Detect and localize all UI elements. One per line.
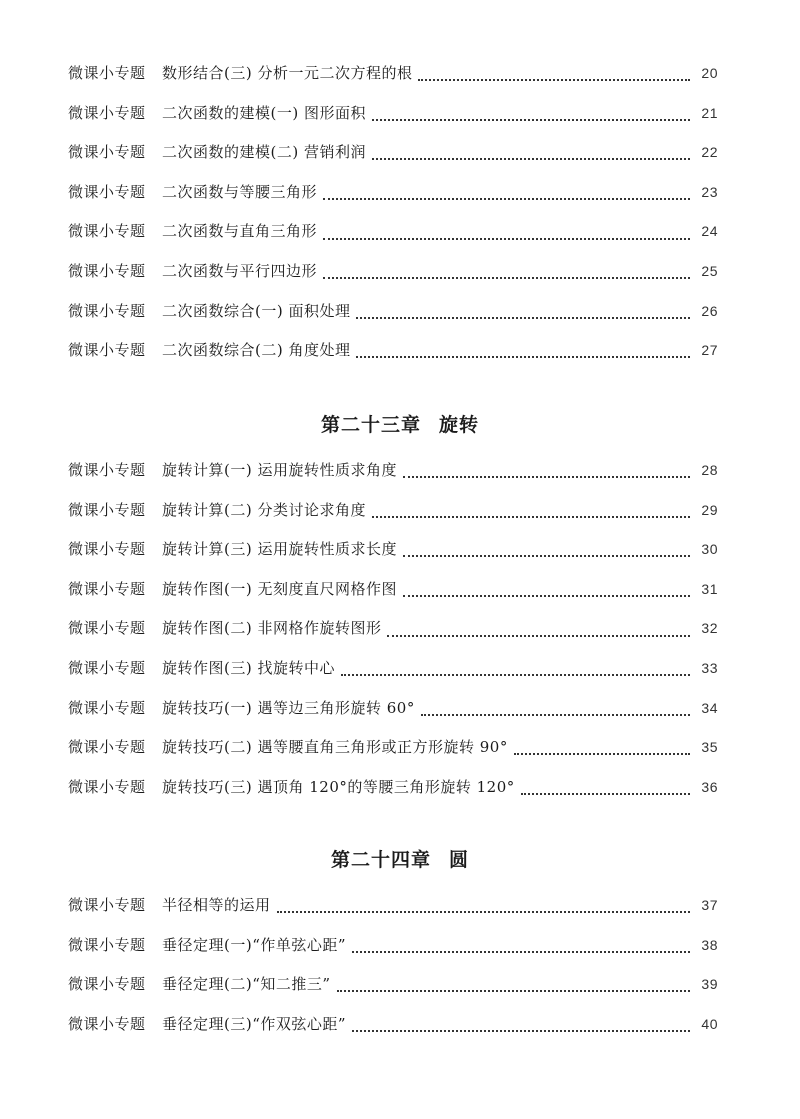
entry-page-number: 20 (701, 65, 718, 81)
entry-title: 二次函数综合(二) 角度处理 (162, 341, 351, 360)
dot-leader (403, 475, 690, 478)
entry-title: 二次函数综合(一) 面积处理 (162, 301, 351, 320)
entry-page-number: 37 (701, 897, 718, 913)
entry-title: 旋转技巧(三) 遇顶角 120°的等腰三角形旋转 120° (162, 777, 515, 796)
entry-page-number: 33 (701, 659, 718, 676)
entry-prefix: 微课小专题 (68, 619, 146, 638)
entry-prefix: 微课小专题 (68, 222, 146, 241)
dot-leader (341, 673, 690, 676)
entry-title: 二次函数与平行四边形 (162, 261, 318, 280)
entry-prefix: 微课小专题 (68, 579, 146, 598)
toc-entry[interactable] (68, 300, 718, 340)
entry-prefix: 微课小专题 (68, 896, 146, 914)
toc-entry[interactable] (68, 894, 718, 934)
entry-prefix: 微课小专题 (68, 301, 146, 320)
dot-leader (418, 78, 690, 81)
entry-title: 旋转计算(二) 分类讨论求角度 (162, 500, 366, 519)
dot-leader (352, 950, 690, 953)
chapter-heading-23 (0, 410, 800, 437)
entry-prefix: 微课小专题 (68, 182, 146, 201)
dot-leader (421, 713, 690, 716)
entry-page-number: 36 (701, 778, 718, 795)
toc-entry[interactable] (68, 538, 718, 578)
entry-page-number: 38 (701, 936, 718, 953)
entry-page-number: 29 (701, 501, 718, 518)
toc-entry[interactable] (68, 220, 718, 260)
entry-title: 旋转作图(二) 非网格作旋转图形 (162, 619, 382, 638)
entry-page-number: 23 (701, 183, 718, 200)
entry-page-number: 34 (701, 699, 718, 716)
entry-page-number: 39 (701, 976, 718, 993)
dot-leader (372, 515, 690, 518)
toc-entry[interactable] (68, 617, 718, 657)
entry-prefix: 微课小专题 (68, 698, 146, 717)
dot-leader (521, 792, 690, 795)
entry-title: 二次函数的建模(一) 图形面积 (162, 103, 366, 122)
dot-leader (403, 594, 690, 597)
entry-prefix: 微课小专题 (68, 461, 146, 479)
entry-page-number: 30 (701, 541, 718, 558)
chapter-number: 第二十四章 (330, 849, 431, 871)
entry-page-number: 24 (701, 223, 718, 240)
entry-prefix: 微课小专题 (68, 64, 146, 82)
toc-entry[interactable] (68, 697, 718, 737)
toc-entry[interactable] (68, 459, 718, 499)
dot-leader (387, 634, 690, 637)
dot-leader (514, 752, 690, 755)
entry-page-number: 27 (701, 342, 718, 359)
dot-leader (323, 237, 690, 240)
entry-title: 垂径定理(三)“作双弦心距” (162, 1014, 347, 1033)
entry-title: 半径相等的运用 (162, 896, 271, 914)
entry-title: 垂径定理(二)“知二推三” (162, 975, 331, 994)
entry-page-number: 35 (701, 739, 718, 756)
entry-prefix: 微课小专题 (68, 261, 146, 280)
chapter-name: 圆 (449, 849, 470, 871)
entry-title: 旋转计算(一) 运用旋转性质求角度 (162, 461, 397, 479)
toc-entry[interactable] (68, 102, 718, 142)
toc-entry[interactable] (68, 181, 718, 221)
toc-group-continued (68, 62, 718, 379)
dot-leader (356, 316, 690, 319)
chapter-heading-24 (0, 845, 800, 872)
entry-page-number: 32 (701, 620, 718, 637)
entry-title: 旋转作图(一) 无刻度直尺网格作图 (162, 579, 397, 598)
entry-prefix: 微课小专题 (68, 738, 146, 757)
toc-group-chapter-24 (68, 894, 718, 1052)
toc-entry[interactable] (68, 657, 718, 697)
dot-leader (352, 1029, 690, 1032)
entry-page-number: 31 (701, 580, 718, 597)
entry-page-number: 26 (701, 302, 718, 319)
toc-entry[interactable] (68, 1013, 718, 1053)
entry-prefix: 微课小专题 (68, 975, 146, 994)
dot-leader (323, 197, 690, 200)
entry-prefix: 微课小专题 (68, 341, 146, 360)
entry-page-number: 21 (701, 104, 718, 121)
toc-entry[interactable] (68, 339, 718, 379)
chapter-number: 第二十三章 (320, 414, 421, 436)
toc-entry[interactable] (68, 934, 718, 974)
entry-title: 二次函数与等腰三角形 (162, 182, 318, 201)
toc-entry[interactable] (68, 62, 718, 102)
entry-page-number: 28 (701, 462, 718, 478)
entry-prefix: 微课小专题 (68, 143, 146, 162)
entry-title: 垂径定理(一)“作单弦心距” (162, 935, 347, 954)
entry-prefix: 微课小专题 (68, 777, 146, 796)
entry-title: 数形结合(三) 分析一元二次方程的根 (162, 64, 413, 82)
toc-entry[interactable] (68, 973, 718, 1013)
entry-prefix: 微课小专题 (68, 1014, 146, 1033)
entry-title: 二次函数与直角三角形 (162, 222, 318, 241)
entry-prefix: 微课小专题 (68, 500, 146, 519)
entry-prefix: 微课小专题 (68, 540, 146, 559)
dot-leader (372, 157, 690, 160)
dot-leader (356, 355, 690, 358)
entry-title: 旋转技巧(二) 遇等腰直角三角形或正方形旋转 90° (162, 738, 508, 757)
entry-page-number: 40 (701, 1015, 718, 1032)
dot-leader (337, 989, 690, 992)
dot-leader (277, 910, 690, 913)
entry-title: 旋转作图(三) 找旋转中心 (162, 658, 335, 677)
entry-page-number: 25 (701, 262, 718, 279)
dot-leader (323, 276, 690, 279)
entry-prefix: 微课小专题 (68, 935, 146, 954)
toc-group-chapter-23 (68, 459, 718, 815)
dot-leader (372, 118, 690, 121)
toc-entry[interactable] (68, 499, 718, 539)
entry-prefix: 微课小专题 (68, 658, 146, 677)
toc-entry[interactable] (68, 776, 718, 816)
toc-entry[interactable] (68, 141, 718, 181)
entry-title: 旋转计算(三) 运用旋转性质求长度 (162, 540, 397, 559)
toc-entry[interactable] (68, 578, 718, 618)
chapter-name: 旋转 (439, 414, 480, 436)
toc-entry[interactable] (68, 736, 718, 776)
toc-entry[interactable] (68, 260, 718, 300)
entry-page-number: 22 (701, 144, 718, 161)
entry-title: 二次函数的建模(二) 营销利润 (162, 143, 366, 162)
dot-leader (403, 554, 690, 557)
entry-title: 旋转技巧(一) 遇等边三角形旋转 60° (162, 698, 415, 717)
entry-prefix: 微课小专题 (68, 103, 146, 122)
